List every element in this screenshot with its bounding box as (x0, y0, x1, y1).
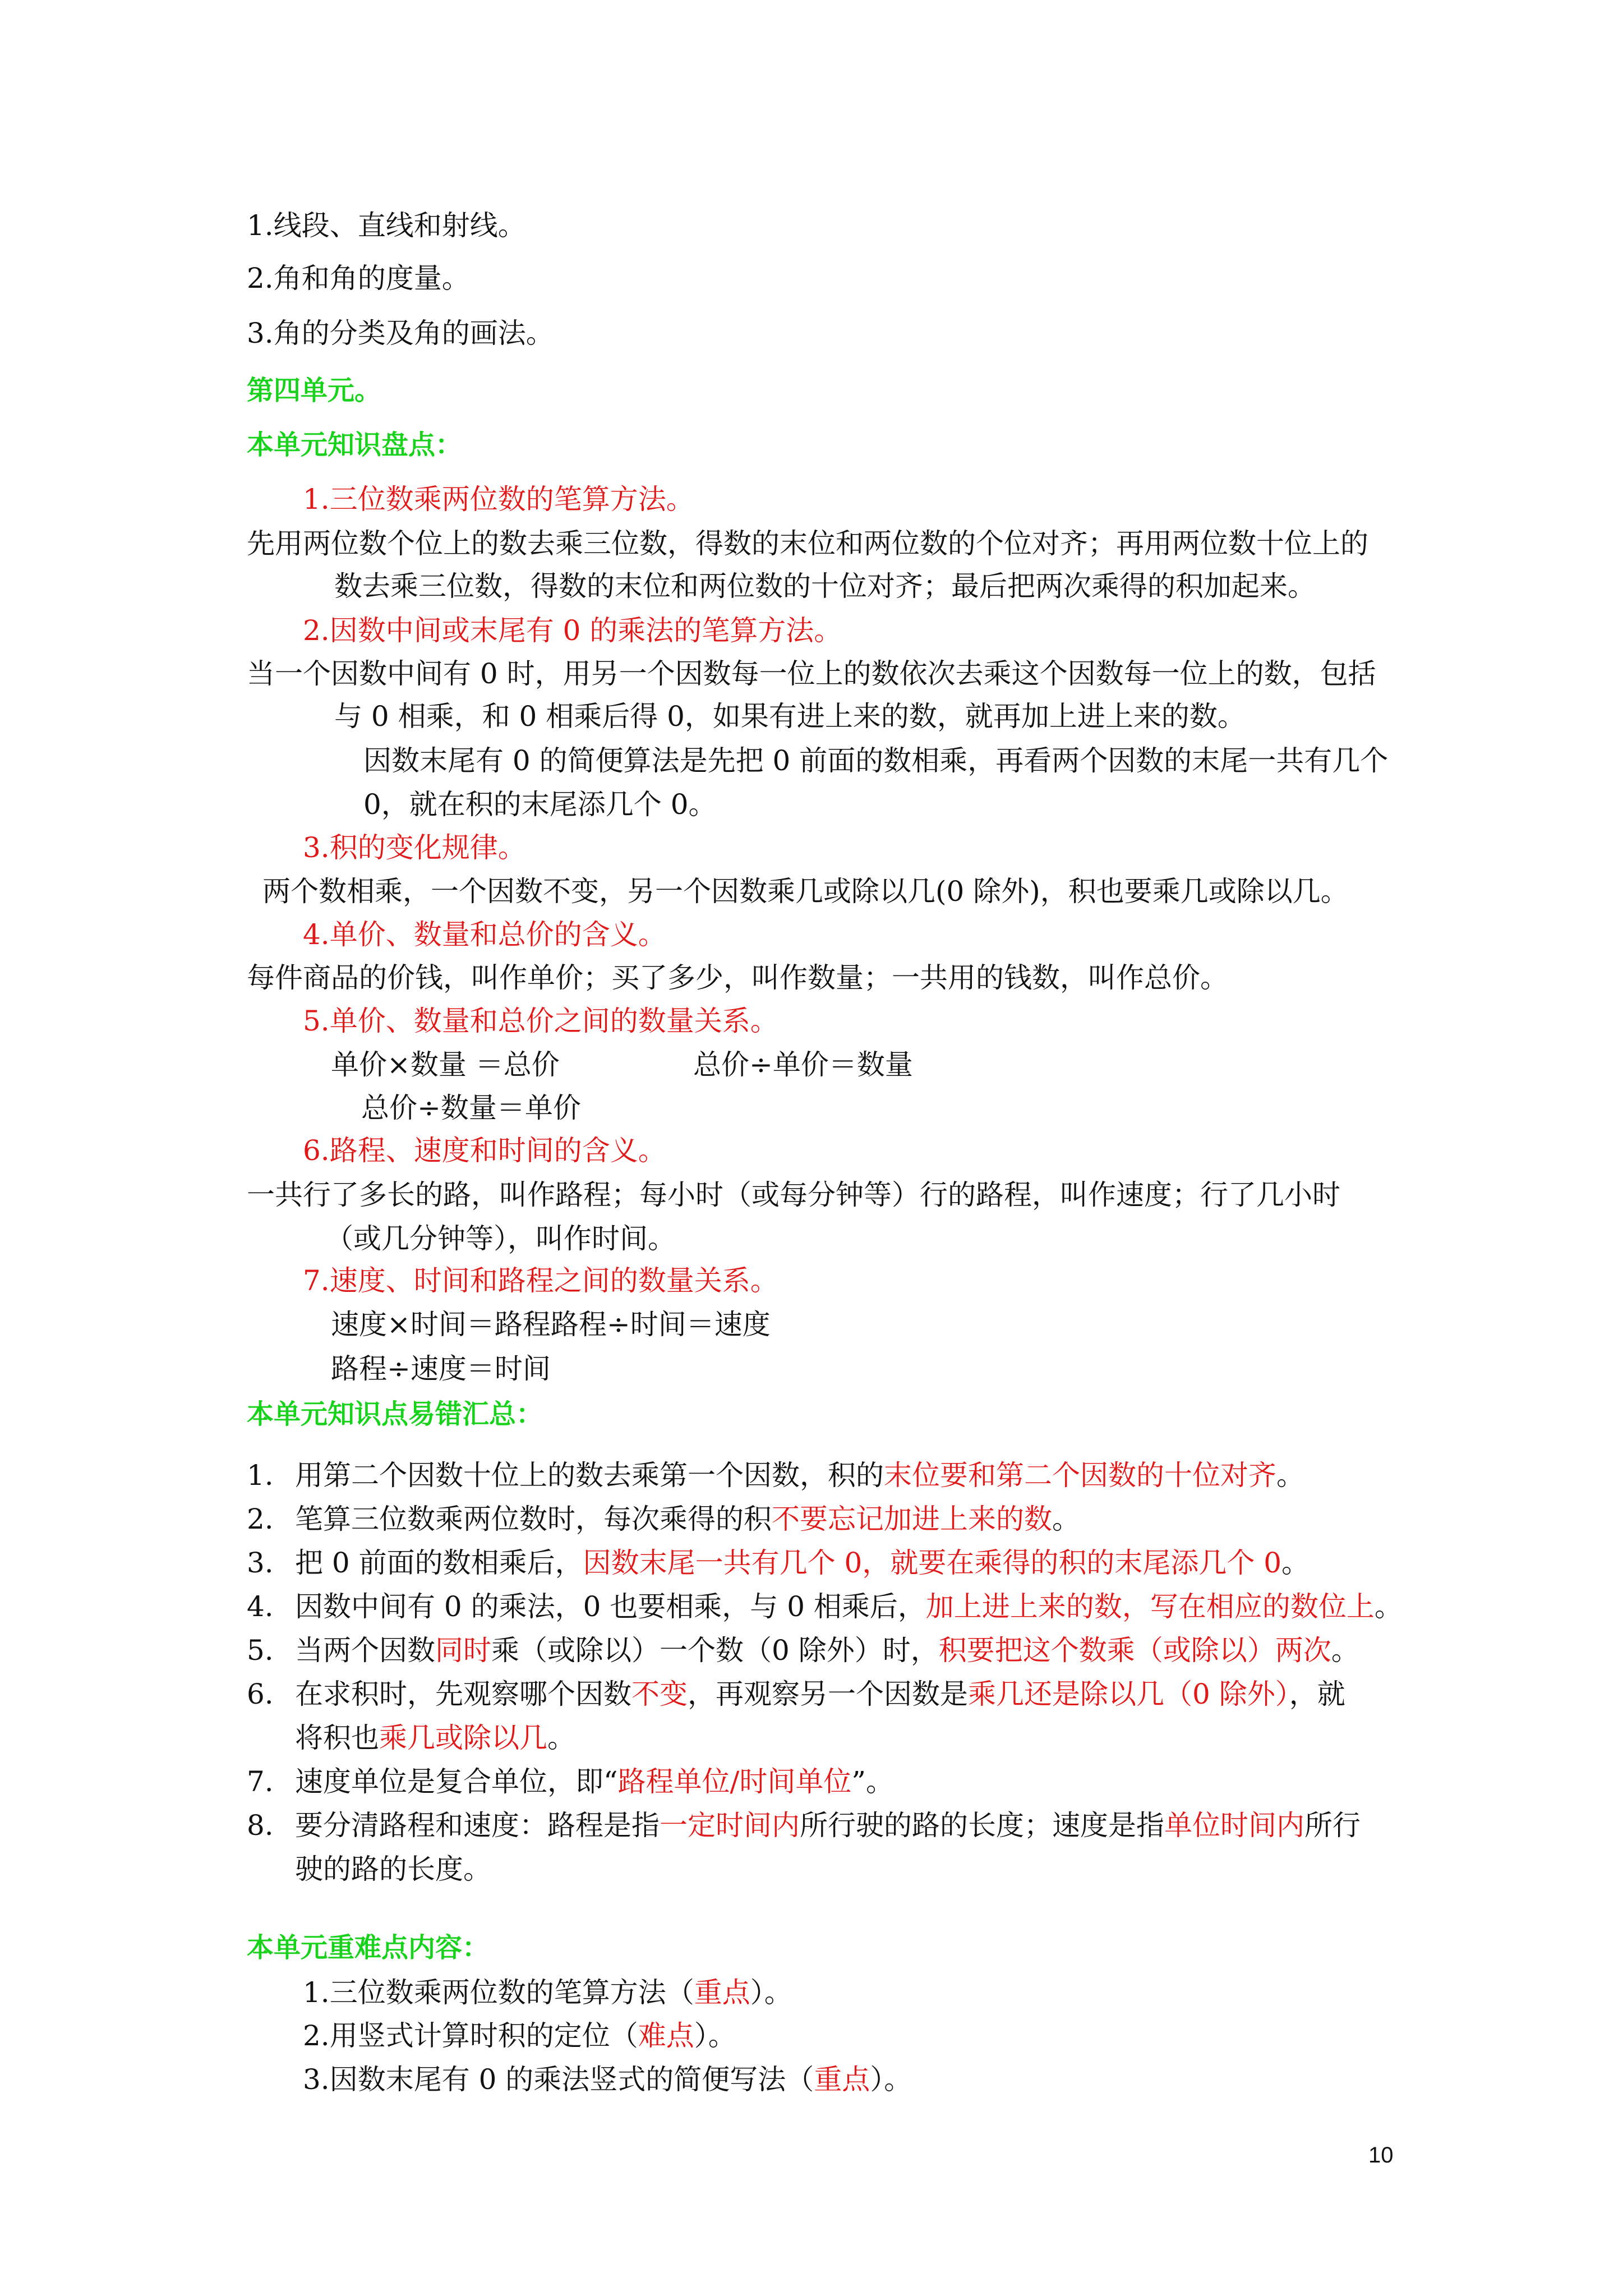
error-text: 当两个因数 (295, 1634, 435, 1667)
error-text: 驶的路的长度。 (295, 1853, 491, 1885)
key-text: ）。 (870, 2063, 912, 2096)
key-item (303, 1971, 792, 2014)
k6-line2: （或几分钟等），叫作时间。 (325, 1222, 676, 1255)
key-tag: 重点 (694, 1976, 750, 2009)
k1-line1: 先用两位数个位上的数去乘三位数，得数的末位和两位数的个位对齐；再用两位数十位上的 (247, 527, 1368, 560)
error-item-continuation (295, 1848, 491, 1890)
key-text: ）。 (694, 2019, 736, 2052)
error-item (247, 1804, 1361, 1847)
key-item (303, 2014, 736, 2057)
k3-title: 3.积的变化规律。 (303, 831, 526, 864)
key-tag: 难点 (638, 2019, 694, 2052)
page-number: 10 (1368, 2143, 1394, 2168)
error-item (247, 1585, 1403, 1628)
key-text: ）。 (750, 1976, 792, 2009)
error-text: 。 (1374, 1590, 1403, 1623)
intro-item-3: 3.角的分类及角的画法。 (247, 317, 554, 349)
intro-item-2: 2.角和角的度量。 (247, 262, 470, 295)
k2-title: 2.因数中间或末尾有 0 的乘法的笔算方法。 (303, 614, 842, 647)
error-number: 7. (247, 1765, 274, 1798)
error-text: 。 (1281, 1547, 1310, 1579)
error-text: 乘（或除以）一个数（0 除外）时， (491, 1634, 939, 1667)
error-item (247, 1673, 1345, 1715)
error-number: 5. (247, 1634, 274, 1667)
error-item (247, 1498, 1080, 1540)
k6-title: 6.路程、速度和时间的含义。 (303, 1134, 666, 1167)
error-text: 因数中间有 0 的乘法，0 也要相乘，与 0 相乘后， (295, 1590, 926, 1623)
error-number: 1. (247, 1459, 274, 1492)
knowledge-title: 本单元知识盘点： (247, 429, 463, 461)
error-text: 要分清路程和速度：路程是指 (295, 1809, 660, 1842)
key-text: 1.三位数乘两位数的笔算方法（ (303, 1976, 694, 2009)
error-highlight: 因数末尾一共有几个 0，就要在乘得的积的末尾添几个 0 (583, 1547, 1282, 1579)
k2-line4: 0，就在积的末尾添几个 0。 (363, 788, 717, 821)
k2-line1: 当一个因数中间有 0 时，用另一个因数每一位上的数依次去乘这个因数每一位上的数，包括 (247, 657, 1376, 690)
k2-line3: 因数末尾有 0 的简便算法是先把 0 前面的数相乘，再看两个因数的末尾一共有几个 (363, 744, 1389, 777)
error-highlight: 一定时间内 (660, 1809, 800, 1842)
k4-line1: 每件商品的价钱，叫作单价；买了多少，叫作数量；一共用的钱数，叫作总价。 (247, 961, 1228, 994)
error-highlight: 末位要和第二个因数的十位对齐 (884, 1459, 1276, 1492)
k5-formula-2: 总价÷单价＝数量 (693, 1048, 913, 1081)
error-text: ，再观察另一个因数是 (688, 1678, 968, 1710)
error-item (247, 1542, 1310, 1584)
error-highlight: 加上进上来的数，写在相应的数位上 (925, 1590, 1375, 1623)
k5-formula-3: 总价÷数量＝单价 (361, 1092, 581, 1124)
key-item (303, 2058, 912, 2101)
k6-line1: 一共行了多长的路，叫作路程；每小时（或每分钟等）行的路程，叫作速度；行了几小时 (247, 1179, 1340, 1211)
k5-formula-1: 单价×数量 ＝总价 (331, 1048, 560, 1081)
unit-title: 第四单元。 (247, 375, 382, 406)
error-item-continuation (295, 1717, 575, 1759)
error-highlight: 同时 (435, 1634, 491, 1667)
error-text: 把 0 前面的数相乘后， (295, 1547, 583, 1579)
k7-formula-2: 路程÷速度＝时间 (331, 1352, 551, 1385)
key-text: 3.因数末尾有 0 的乘法竖式的简便写法（ (303, 2063, 814, 2096)
error-text: 笔算三位数乘两位数时，每次乘得的积 (295, 1503, 772, 1535)
error-text: 。 (1052, 1503, 1080, 1535)
error-text: 在求积时，先观察哪个因数 (295, 1678, 631, 1710)
k7-formula-1: 速度×时间＝路程路程÷时间＝速度 (331, 1308, 771, 1341)
error-text: 所行 (1304, 1809, 1361, 1842)
error-text: ”。 (851, 1765, 894, 1798)
intro-item-1: 1.线段、直线和射线。 (247, 209, 526, 242)
error-number: 8. (247, 1809, 274, 1842)
error-number: 2. (247, 1503, 274, 1535)
k7-title: 7.速度、时间和路程之间的数量关系。 (303, 1264, 778, 1297)
error-number: 4. (247, 1590, 274, 1623)
error-text: 将积也 (295, 1722, 379, 1754)
error-text: 速度单位是复合单位，即“ (295, 1765, 618, 1798)
error-text: 。 (547, 1722, 575, 1754)
error-text: ，就 (1289, 1678, 1345, 1710)
error-text: 。 (1331, 1634, 1359, 1667)
error-highlight: 不要忘记加进上来的数 (772, 1503, 1052, 1535)
k5-title: 5.单价、数量和总价之间的数量关系。 (303, 1005, 778, 1037)
error-highlight: 不变 (631, 1678, 688, 1710)
error-item (247, 1629, 1359, 1672)
k1-title: 1.三位数乘两位数的笔算方法。 (303, 483, 694, 516)
error-number: 6. (247, 1678, 274, 1710)
error-highlight: 乘几或除以几 (379, 1722, 547, 1754)
errors-title: 本单元知识点易错汇总： (247, 1398, 543, 1430)
error-highlight: 积要把这个数乘（或除以）两次 (938, 1634, 1331, 1667)
error-highlight: 路程单位/时间单位 (617, 1765, 852, 1798)
key-tag: 重点 (814, 2063, 870, 2096)
error-text: 所行驶的路的长度；速度是指 (800, 1809, 1164, 1842)
error-highlight: 单位时间内 (1164, 1809, 1304, 1842)
k1-line2: 数去乘三位数，得数的末位和两位数的十位对齐；最后把两次乘得的积加起来。 (334, 570, 1316, 602)
error-highlight: 乘几还是除以几（0 除外） (968, 1678, 1289, 1710)
key-text: 2.用竖式计算时积的定位（ (303, 2019, 638, 2052)
error-text: 。 (1276, 1459, 1304, 1492)
k3-line1: 两个数相乘，一个因数不变，另一个因数乘几或除以几(0 除外)，积也要乘几或除以几。 (262, 875, 1349, 908)
k4-title: 4.单价、数量和总价的含义。 (303, 918, 666, 951)
key-title: 本单元重难点内容： (247, 1932, 490, 1963)
error-number: 3. (247, 1547, 274, 1579)
k2-line2: 与 0 相乘，和 0 相乘后得 0，如果有进上来的数，就再加上进上来的数。 (334, 700, 1246, 733)
error-item (247, 1760, 894, 1803)
error-item (247, 1454, 1304, 1497)
error-text: 用第二个因数十位上的数去乘第一个因数，积的 (295, 1459, 884, 1492)
